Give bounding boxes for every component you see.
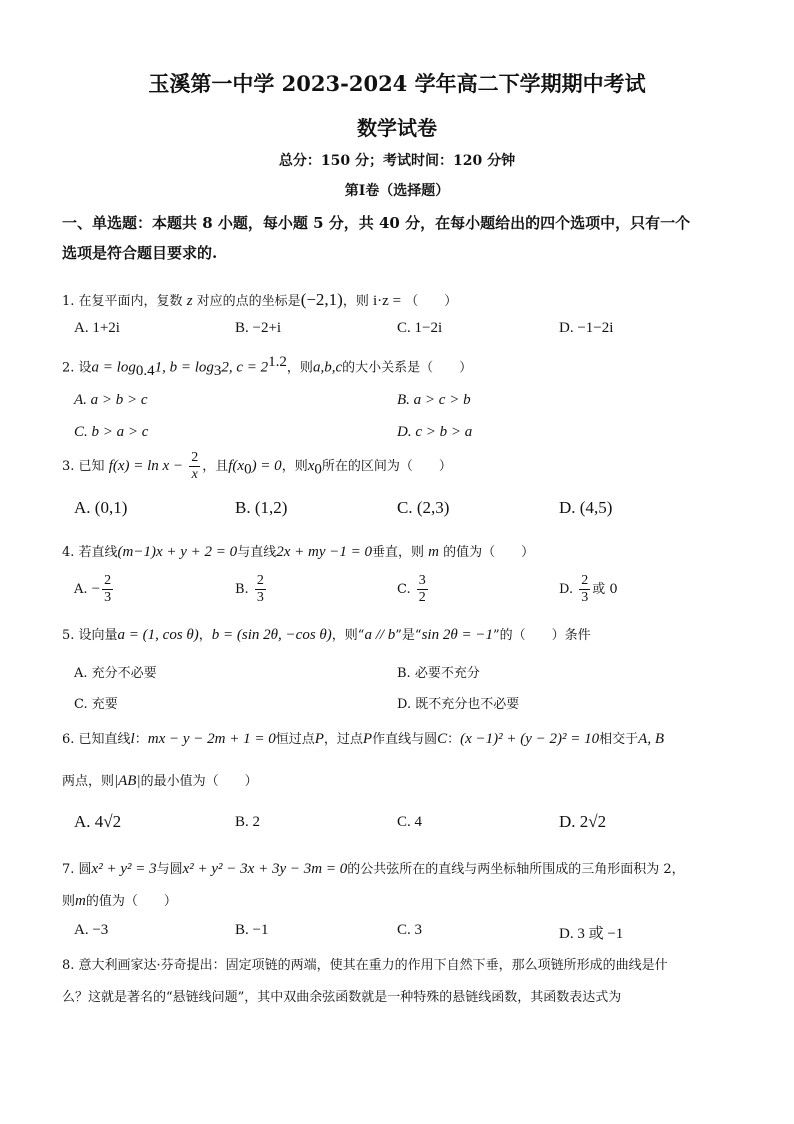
q4-option-c: C. $\frac{3}{2}$	[397, 573, 426, 605]
question-4-stem: 4. 若直线(m−1)x + y + 2 = 0与直线2x + my −1 = 0垂直，则 m 的值为（ ）	[62, 544, 535, 560]
q5-option-a: A. 充分不必要	[74, 666, 157, 681]
question-5-stem: 5. 设向量a = (1, cos θ)，b = (sin 2θ, −cos θ)，则“a // b”是“sin 2θ = −1”的（ ）条件	[62, 627, 591, 643]
question-8-stem-line2: 么？这就是著名的“悬链线问题”，其中双曲余弦函数就是一种特殊的悬链线函数，其函数表达式为	[62, 990, 622, 1005]
q5-option-b: B. 必要不充分	[397, 666, 480, 681]
question-3-stem: 3. 已知 f(x) = ln x − $\frac{2}{x}$ ，且$f(x_0) = 0$，则$x_0$所在的区间为（ ）	[62, 450, 452, 482]
q7-option-c: C. 3	[397, 922, 423, 938]
exam-info: 总分：150 分；考试时间：120 分钟	[278, 153, 516, 169]
exam-subject: 数学试卷	[357, 116, 437, 140]
q5-option-d: D. 既不充分也不必要	[397, 697, 520, 712]
q7-option-a: A. −3	[74, 922, 109, 938]
q2-option-a: A. a > b > c	[74, 392, 148, 408]
q6-option-d: D. 2√2	[559, 812, 607, 831]
q6-option-b: B. 2	[235, 814, 261, 830]
q4-option-a: A. − $\frac{2}{3}$	[74, 573, 112, 605]
q2-option-d: D. c > b > a	[397, 424, 473, 440]
q3-option-d: D. (4,5)	[559, 498, 613, 517]
q2-option-b: B. a > c > b	[397, 392, 471, 408]
section-heading: 一、单选题：本题共 8 小题，每小题 5 分，共 40 分，在每小题给出的四个选项中，只有一个 选项是符合题目要求的.	[62, 214, 691, 262]
part-heading: 第Ⅰ卷（选择题）	[344, 183, 450, 199]
question-1-stem: 1. 在复平面内，复数 z 对应的点的坐标是(−2,1)，则 i·z = （ ）	[62, 290, 458, 309]
q3-option-b: B. (1,2)	[235, 498, 288, 517]
q5-option-c: C. 充要	[74, 697, 118, 712]
q4-option-b: B. $\frac{2}{3}$	[235, 573, 264, 605]
exam-title: 玉溪第一中学 2023-2024 学年高二下学期期中考试	[148, 71, 646, 96]
q1-option-a: A. 1+2i	[74, 320, 120, 336]
question-2-stem: 2. 设$a = \log_{0.4}1$, $b = \log_32$, $c = 2^{1.2}$，则a,b,c的大小关系是（ ）	[62, 354, 473, 379]
q3-option-a: A. (0,1)	[74, 498, 128, 517]
q4-option-d: D. $\frac{2}{3}$ 或 0	[559, 573, 618, 605]
q3-option-c: C. (2,3)	[397, 498, 450, 517]
q7-option-b: B. −1	[235, 922, 269, 938]
question-8-stem: 8. 意大利画家达·芬奇提出：固定项链的两端，使其在重力的作用下自然下垂，那么项链所形成的曲线是什	[62, 958, 668, 973]
question-6-stem: 6. 已知直线l：mx − y − 2m + 1 = 0恒过点P，过点P作直线与圆C：(x −1)² + (y − 2)² = 10相交于A, B	[62, 731, 664, 747]
q7-option-d: D. 3 或 −1	[559, 926, 624, 942]
q1-option-c: C. 1−2i	[397, 320, 443, 336]
q6-option-a: A. 4√2	[74, 812, 122, 831]
question-6-stem-line2: 两点，则|AB|的最小值为（ ）	[62, 773, 258, 789]
q1-option-d: D. −1−2i	[559, 320, 614, 336]
q2-option-c: C. b > a > c	[74, 424, 149, 440]
q1-option-b: B. −2+i	[235, 320, 282, 336]
question-7-stem-line2: 则m的值为（ ）	[62, 893, 177, 909]
question-7-stem: 7. 圆x² + y² = 3与圆x² + y² − 3x + 3y − 3m = 0的公共弦所在的直线与两坐标轴所围成的三角形面积为 2，	[62, 861, 685, 877]
q6-option-c: C. 4	[397, 814, 423, 830]
